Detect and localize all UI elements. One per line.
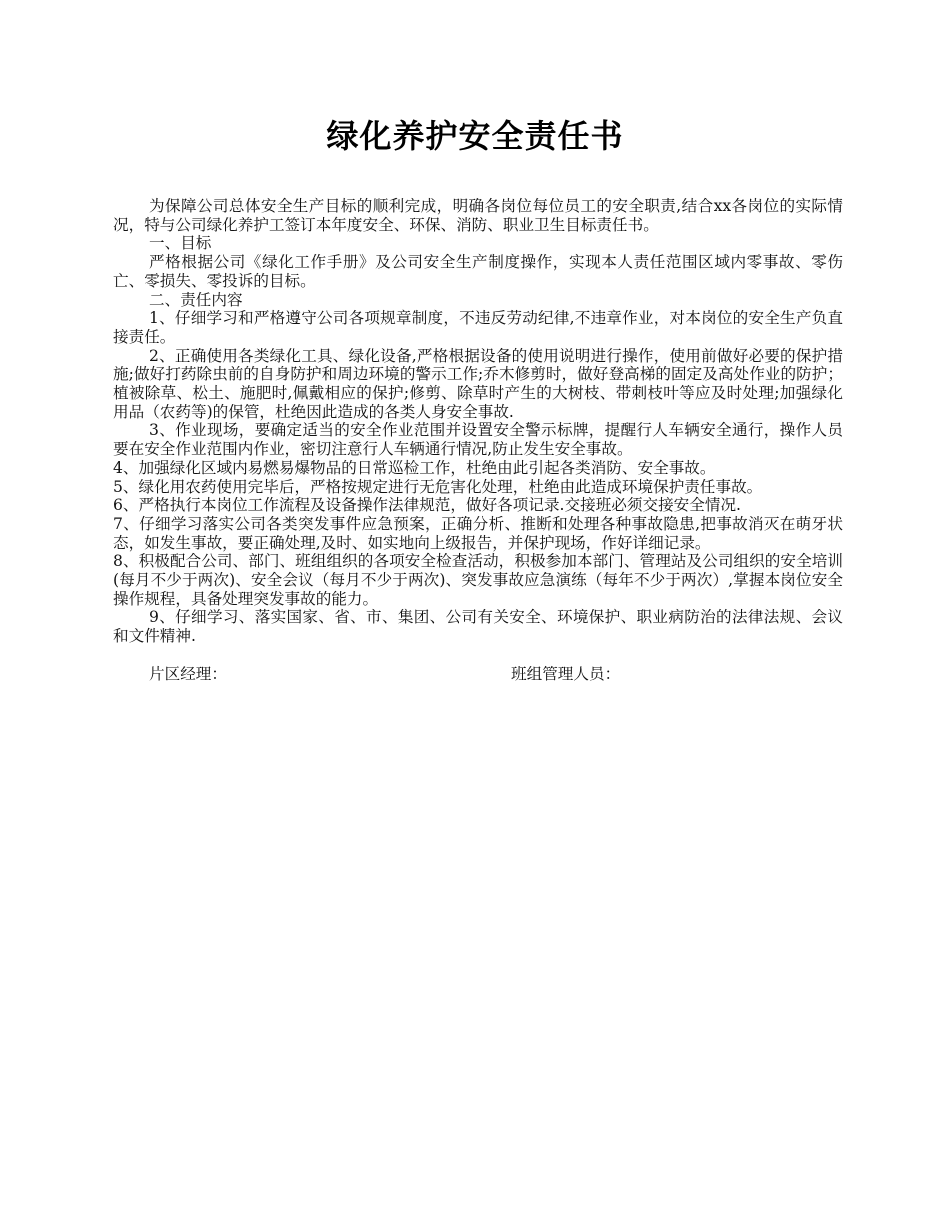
responsibility-item-4: 4、加强绿化区域内易燃易爆物品的日常巡检工作，杜绝由此引起各类消防、安全事故。 xyxy=(113,458,716,477)
responsibility-item-7: 7、仔细学习落实公司各类突发事件应急预案，正确分析、推断和处理各种事故隐患,把事故消灭在萌牙状态，如发生事故，要正确处理,及时、如实地向上级报告，并保护现场，作好详细记录。 xyxy=(113,514,843,552)
responsibility-item-3: 3、作业现场，要确定适当的安全作业范围并设置安全警示标牌，提醒行人车辆安全通行，操作人员要在安全作业范围内作业，密切注意行人车辆通行情况,防止发生安全事故。 xyxy=(113,421,843,459)
goal-paragraph: 严格根据公司《绿化工作手册》及公司安全生产制度操作，实现本人责任范围区域内零事故、零伤亡、零损失、零投诉的目标。 xyxy=(113,253,843,290)
responsibility-item-5: 5、绿化用农药使用完毕后，严格按规定进行无危害化处理，杜绝由此造成环境保护责任事故。 xyxy=(113,477,763,496)
team-manager-signature-label: 班组管理人员： xyxy=(511,664,621,683)
signature-row xyxy=(113,665,843,685)
area-manager-signature-label: 片区经理： xyxy=(149,664,227,683)
responsibility-item-8: 8、积极配合公司、部门、班组组织的各项安全检查活动，积极参加本部门、管理站及公司组织的安全培训(每月不少于两次)、安全会议（每月不少于两次)、突发事故应急演练（每年不少于两次）,掌握本岗位安全操作规程，具备处理突发事故的能力。 xyxy=(113,552,843,608)
responsibility-item-1: 1、仔细学习和严格遵守公司各项规章制度，不违反劳动纪律,不违章作业，对本岗位的安全生产负直接责任。 xyxy=(113,309,843,346)
responsibility-item-2: 2、正确使用各类绿化工具、绿化设备,严格根据设备的使用说明进行操作，使用前做好必要的保护措施;做好打药除虫前的自身防护和周边环境的警示工作;乔木修剪时，做好登高梯的固定及高处作业的防护；植被除草、松土、施肥时,佩戴相应的保护;修剪、除草时产生的大树枝、带刺枝叶等应及时处理;加强绿化用品（农药等)的保管，杜绝因此造成的各类人身安全事故. xyxy=(113,346,843,421)
document-title: 绿化养护安全责任书 xyxy=(326,117,624,155)
document-body xyxy=(113,197,843,685)
section-heading-goal: 一、目标 xyxy=(149,234,212,253)
intro-paragraph: 为保障公司总体安全生产目标的顺利完成，明确各岗位每位员工的安全职责,结合xx各岗位的实际情况，特与公司绿化养护工签订本年度安全、环保、消防、职业卫生目标责任书。 xyxy=(113,197,843,234)
responsibility-item-6: 6、严格执行本岗位工作流程及设备操作法律规范，做好各项记录.交接班必须交接安全情况. xyxy=(113,496,741,515)
blank-line xyxy=(113,646,843,665)
section-heading-responsibilities: 二、责任内容 xyxy=(149,290,243,309)
responsibility-item-9: 9、仔细学习、落实国家、省、市、集团、公司有关安全、环境保护、职业病防治的法律法规、会议和文件精神. xyxy=(113,608,843,646)
